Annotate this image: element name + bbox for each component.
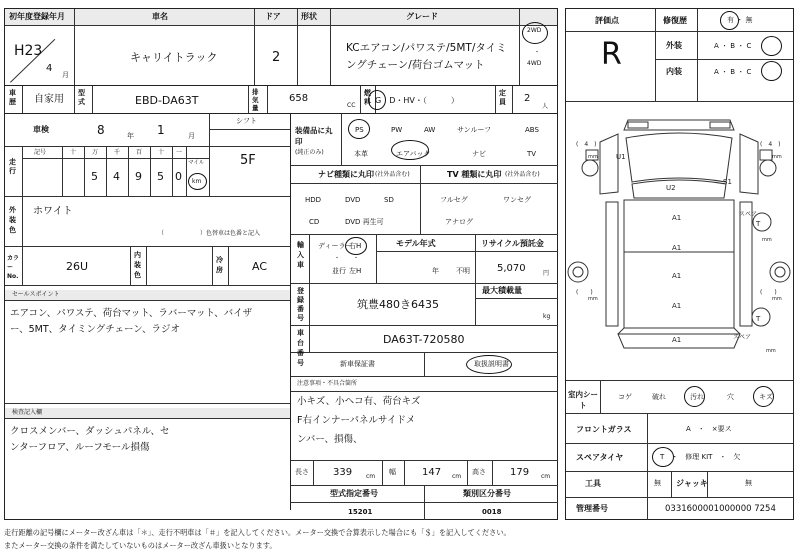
management-no-value: 0331600001000000 7254: [665, 504, 776, 514]
score-value: R: [601, 37, 622, 72]
chassis-label: 車台番号: [297, 329, 304, 367]
repair-yes-circle: [720, 11, 739, 30]
windshield-label: フロントガラス: [576, 425, 632, 434]
seat-tear: 破れ: [652, 393, 666, 401]
inspector-notes-label: 検査記入欄: [12, 409, 43, 416]
navi-cd: CD: [309, 218, 320, 226]
tv-analog: アナログ: [445, 218, 473, 226]
seat-burn: コゲ: [618, 393, 632, 401]
equipment-tv: TV: [527, 150, 537, 158]
damage-a1: A1: [672, 302, 682, 310]
width-label: 幅: [389, 468, 396, 476]
navi-label: ナビ種類に丸印: [318, 170, 374, 179]
shift-label: シフト: [236, 117, 257, 125]
unit-sen: 千: [114, 149, 121, 156]
mileage-symbol-label: 記号: [34, 149, 47, 156]
first-registration-month: 4: [46, 63, 53, 74]
drive-2wd: 2WD: [527, 27, 542, 34]
footer-note-line2: またメーター交換の条件を満たしていないものはメーター改ざん車扱いとなります。: [4, 541, 277, 550]
svg-text:( ): ( ): [760, 289, 777, 296]
selling-points-line: エアコン、パワステ、荷台マット、ラバーマット、バイザ: [10, 308, 253, 319]
jack-label: ジャッキ: [676, 479, 708, 488]
registration-value: 筑豊480き6435: [357, 298, 439, 311]
svg-text:( ): ( ): [576, 289, 593, 296]
seat-stain-circle: [684, 386, 705, 407]
damage-a1: A1: [672, 214, 682, 222]
car-name-value: キャリイトラック: [130, 51, 218, 64]
registration-label: 登録番号: [297, 287, 304, 322]
import-dealer: ディーラー: [318, 242, 353, 250]
unit-ju: 十: [158, 149, 165, 156]
damage-a1: A1: [672, 336, 682, 344]
spare-t: T: [756, 315, 761, 323]
windshield-options: A ・ ×要ス: [686, 425, 732, 433]
vehicle-damage-diagram: [566, 102, 793, 380]
damage-u2: U2: [666, 184, 676, 192]
damage-a1: A1: [672, 272, 682, 280]
equipment-sunroof: サンルーフ: [457, 126, 492, 134]
recycle-value: 5,070: [497, 263, 526, 274]
exterior-c-circle: [761, 36, 782, 56]
tools-value: 無: [654, 479, 661, 487]
mile-label: マイル: [188, 160, 205, 166]
fuel-label: 燃料: [364, 89, 371, 106]
selling-points-label: セールスポイント: [12, 291, 60, 298]
inspection-year-unit: 年: [127, 132, 134, 140]
mileage-digit: 0: [175, 170, 182, 183]
equipment-airbag-circle: [391, 140, 429, 160]
equipment-ps-circle: [348, 119, 370, 139]
damage-u1: U1: [616, 153, 626, 161]
length-unit: cm: [366, 473, 376, 480]
navi-dvd: DVD: [345, 196, 361, 204]
navi-sd: SD: [384, 196, 394, 204]
month-unit: 月: [62, 71, 69, 79]
mileage-digit: 4: [113, 170, 120, 183]
first-registration-label: 初年度登録年月: [9, 12, 65, 21]
capacity-label: 定員: [499, 89, 506, 106]
equipment-aw: AW: [424, 126, 436, 134]
equipment-ps: PS: [355, 126, 364, 134]
shift-value: 5F: [240, 153, 256, 168]
right-hand-drive: 右H: [349, 242, 362, 250]
selling-points-line: ー、5MT、タイミングチェーン、ラジオ: [10, 324, 181, 335]
interior-c-circle: [761, 61, 782, 81]
interior-grade-label: 内装: [666, 67, 682, 76]
repair-options: 有 ・ 無: [727, 16, 753, 24]
interior-seat-label: 室内シート: [568, 390, 598, 410]
category-value: 自家用: [34, 94, 64, 105]
model-year-unit: 年: [432, 267, 439, 275]
length-value: 339: [333, 467, 353, 478]
model-value: EBD-DA63T: [135, 94, 199, 107]
seat-stain: 汚れ: [690, 393, 704, 401]
length-label: 長さ: [295, 468, 309, 476]
notices-line: 小キズ、小ヘコ有、荷台キズ: [297, 396, 421, 407]
equipment-navi: ナビ: [472, 150, 486, 158]
capacity-unit: 人: [542, 103, 549, 110]
type-designation-label: 型式指定番号: [330, 489, 378, 498]
unit-hyaku: 百: [136, 149, 143, 156]
equipment-leather: 本革: [354, 150, 368, 158]
fuel-g-circle: [368, 90, 386, 110]
mileage-digit: 5: [91, 170, 98, 183]
equipment-airbag: エアバック: [396, 150, 431, 158]
equipment-label: 装備品に丸印: [295, 126, 333, 146]
inspection-month-unit: 月: [188, 132, 195, 140]
fuel-options: G D・HV・（ ）: [375, 96, 459, 105]
left-hand-drive: 左H: [349, 267, 362, 275]
width-value: 147: [422, 467, 442, 478]
svg-text:mm: mm: [772, 154, 782, 160]
shape-label: 形状: [301, 12, 317, 21]
tools-label: 工具: [585, 479, 601, 488]
ac-label: 冷房: [216, 256, 223, 274]
seat-scratch: キズ: [759, 393, 773, 401]
jack-value: 無: [745, 479, 752, 487]
max-load-unit: kg: [543, 313, 551, 320]
owner-manual-circle: [466, 355, 512, 374]
spare-label: スペア: [739, 211, 758, 218]
first-registration-year: H23: [14, 43, 43, 59]
svg-text:( 4 ): ( 4 ): [760, 141, 781, 148]
notices-line: F右インナーパネルサイドメ: [297, 415, 416, 426]
tv-type-sub: (社外品含む): [505, 171, 540, 178]
door-count: 2: [272, 50, 281, 65]
car-name-label: 車名: [152, 12, 168, 21]
recycle-unit: 円: [543, 270, 550, 277]
capacity-value: 2: [524, 93, 531, 104]
color-note: （ ）色替車は色番と記入: [158, 230, 261, 237]
cc-unit: CC: [347, 102, 356, 109]
class-number-label: 類別区分番号: [463, 489, 511, 498]
svg-text:mm: mm: [588, 154, 598, 160]
mileage-label: 走行: [9, 158, 16, 175]
grade-label: グレード: [406, 12, 438, 21]
tv-oneseg: ワンセグ: [503, 196, 531, 204]
svg-text:mm: mm: [588, 296, 598, 302]
exterior-options: A ・ B ・ C: [714, 42, 752, 50]
svg-text:mm: mm: [766, 348, 776, 354]
inspector-notes-line: ンターフロア、ルーフモール損傷: [10, 442, 150, 453]
km-label: km: [192, 178, 202, 185]
chassis-value: DA63T-720580: [383, 333, 465, 346]
seat-scratch-circle: [753, 386, 774, 407]
spare-tire-options: T ・ 修理 KIT ・ 欠: [660, 453, 741, 461]
inspection-month: 1: [157, 123, 165, 137]
damage-s1: S1: [723, 178, 732, 186]
seat-hole: 穴: [727, 393, 734, 401]
inspection-label: 車検: [33, 125, 49, 134]
inspector-notes-line: クロスメンバー、ダッシュパネル、セ: [10, 426, 170, 437]
displacement-value: 658: [289, 93, 309, 104]
notices-label: 注意事項・不具合箇所: [297, 380, 358, 387]
equipment-abs: ABS: [525, 126, 539, 134]
tv-fullseg: フルセグ: [440, 196, 468, 204]
height-label: 高さ: [472, 468, 486, 476]
height-unit: cm: [541, 473, 551, 480]
height-value: 179: [510, 467, 530, 478]
max-load-label: 最大積載量: [482, 286, 522, 295]
type-designation-value: 15201: [348, 508, 373, 516]
unit-ichi: 一: [176, 149, 183, 156]
inspection-year: 8: [97, 123, 105, 137]
class-number-value: 0018: [482, 508, 502, 516]
model-year-label: モデル年式: [396, 239, 436, 248]
score-label: 評価点: [595, 16, 619, 25]
right-hand-circle: [345, 237, 367, 255]
navi-hdd: HDD: [305, 196, 322, 204]
equipment-pw: PW: [391, 126, 403, 134]
ac-value: AC: [252, 260, 268, 273]
grade-value: KCエアコン/パワステ/5MT/タイミングチェーン/荷台ゴムマット: [346, 42, 507, 71]
spare-tire-label: スペアタイヤ: [576, 453, 624, 462]
spare-tire-t-circle: [652, 447, 674, 467]
new-car-warranty: 新車保証書: [340, 360, 375, 368]
notices-line: ンバー、損傷、: [297, 434, 363, 445]
door-label: ドア: [265, 12, 281, 21]
model-year-value: 不明: [456, 267, 470, 275]
mileage-digit: 9: [135, 170, 142, 183]
svg-text:mm: mm: [772, 296, 782, 302]
color-label: 外装色: [9, 206, 16, 234]
km-circle: [188, 173, 207, 190]
color-no-value: 26U: [66, 260, 89, 273]
svg-text:( 4 ): ( 4 ): [576, 141, 597, 148]
recycle-label: リサイクル預託金: [481, 239, 544, 248]
mileage-digit: 5: [157, 170, 164, 183]
svg-text:mm: mm: [762, 237, 772, 243]
owner-manual: 取扱説明書: [474, 360, 509, 368]
unit-man: 万: [92, 149, 99, 156]
displacement-label: 排気量: [252, 88, 259, 112]
spare-label: スペア: [733, 334, 752, 341]
tv-type-label: TV 種類に丸印: [447, 170, 502, 179]
color-no-label: カラーNo.: [7, 255, 20, 280]
import-label: 輸入車: [297, 241, 304, 269]
width-unit: cm: [452, 473, 462, 480]
damage-a1: A1: [672, 244, 682, 252]
navi-dvd-play: DVD 再生可: [345, 218, 384, 226]
unit-ten-man: 十: [70, 149, 77, 156]
import-parallel: 並行: [332, 267, 346, 275]
drive-2wd-circle: [522, 22, 548, 44]
navi-sub: (社外品含む): [375, 171, 410, 178]
footer-note-line1: 走行距離の記号欄にメーター改ざん車は「＊」、走行不明車は「＃」を記入してください。メーター交換で合算表示した場合にも「＄」を記入してください。: [4, 528, 511, 537]
spare-t: T: [756, 220, 761, 228]
equipment-sublabel: (純正のみ): [295, 149, 324, 156]
category-label: 車歴: [9, 89, 16, 106]
drive-4wd: 4WD: [527, 60, 542, 67]
exterior-label: 外装: [666, 41, 682, 50]
repair-label: 修復歴: [663, 16, 687, 25]
management-no-label: 管理番号: [576, 504, 608, 513]
model-label: 型式: [78, 89, 85, 106]
interior-color-label: 内装色: [134, 251, 141, 279]
interior-options: A ・ B ・ C: [714, 68, 752, 76]
color-value: ホワイト: [33, 206, 73, 217]
